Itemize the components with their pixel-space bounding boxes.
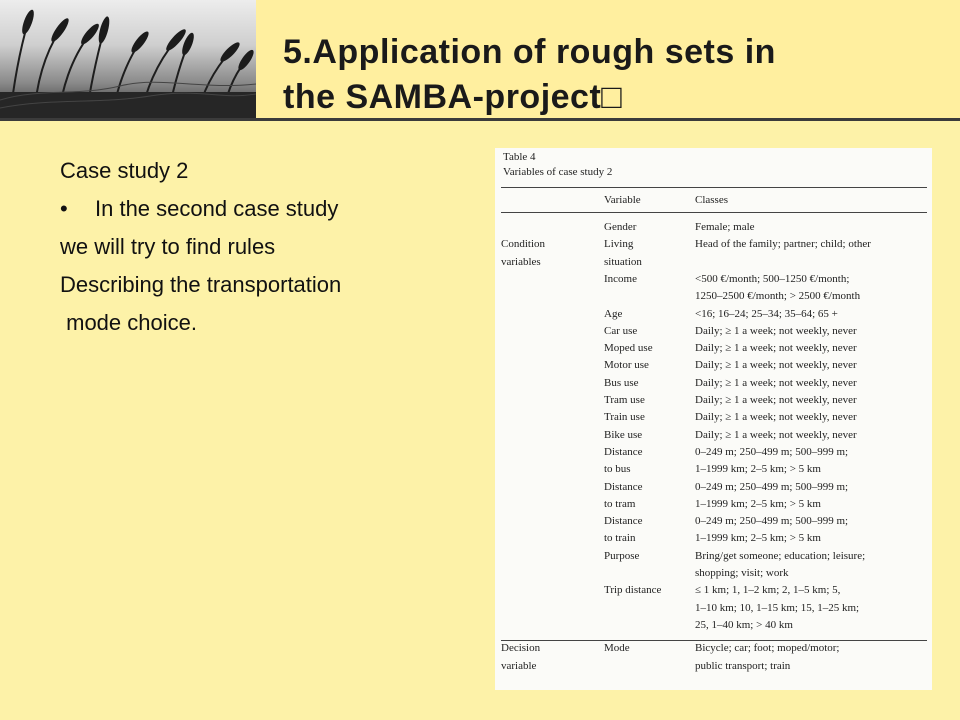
table-cell-classes: Daily; ≥ 1 a week; not weekly, never	[695, 359, 857, 372]
table-group-label: Decision	[501, 642, 541, 655]
table-cell-variable: Car use	[604, 324, 638, 337]
table-cell-variable: Distance	[604, 445, 643, 458]
header-band	[0, 0, 960, 121]
table-cell-classes: 1–1999 km; 2–5 km; > 5 km	[695, 463, 821, 476]
table-cell-variable: Distance	[604, 480, 643, 493]
table-cell-classes: Daily; ≥ 1 a week; not weekly, never	[695, 376, 857, 389]
table-cell-variable: situation	[604, 255, 642, 268]
table-cell-classes: Bring/get someone; education; leisure;	[695, 549, 866, 562]
table-top-rule	[501, 187, 927, 188]
table-cell-classes: 25, 1–40 km; > 40 km	[695, 618, 793, 631]
table-cell-variable: Bus use	[604, 376, 639, 389]
table-cell-variable: Mode	[604, 642, 630, 655]
table-number: Table 4	[503, 151, 536, 163]
table-cell-classes: <500 €/month; 500–1250 €/month;	[695, 272, 850, 285]
table-cell-classes: 1–1999 km; 2–5 km; > 5 km	[695, 532, 821, 545]
table-cell-classes: Daily; ≥ 1 a week; not weekly, never	[695, 394, 857, 406]
body-line-4: Describing the transportation	[60, 272, 342, 297]
table-cell-variable: Moped use	[604, 342, 653, 355]
table-cell-variable: to tram	[604, 497, 636, 510]
table-cell-variable: Bike use	[604, 428, 643, 441]
title-line-1: 5.Application of rough sets in	[283, 33, 776, 71]
table-cell-variable: Distance	[604, 515, 643, 528]
table-cell-variable: Income	[604, 272, 637, 285]
table-header-rule	[501, 212, 927, 213]
table-group-label: variable	[501, 659, 537, 672]
table-cell-classes: 1250–2500 €/month; > 2500 €/month	[695, 290, 861, 303]
table-cell-classes: 0–249 m; 250–499 m; 500–999 m;	[695, 480, 849, 493]
table-cell-variable: to train	[604, 532, 636, 545]
table-cell-variable: Age	[604, 307, 623, 320]
table-cell-classes: Daily; ≥ 1 a week; not weekly, never	[695, 428, 857, 441]
table-cell-variable: Tram use	[604, 394, 645, 406]
table-cell-variable: Gender	[604, 221, 637, 233]
table-cell-variable: Living	[604, 238, 634, 251]
table-cell-classes: Head of the family; partner; child; other	[695, 238, 871, 251]
table-caption	[503, 150, 612, 180]
table-cell-classes: public transport; train	[695, 659, 791, 672]
case-study-heading: Case study 2	[60, 158, 189, 183]
header-classes: Classes	[695, 194, 728, 206]
table-cell-classes: <16; 16–24; 25–34; 35–64; 65 +	[695, 307, 838, 320]
table-cell-variable: to bus	[604, 463, 631, 476]
table-group-label: Condition	[501, 238, 546, 251]
table-cell-variable: Train use	[604, 411, 645, 424]
table-cell-classes: ≤ 1 km; 1, 1–2 km; 2, 1–5 km; 5,	[695, 584, 841, 597]
table-cell-classes: shopping; visit; work	[695, 567, 789, 579]
bullet-text: In the second case study	[95, 196, 339, 221]
table-caption-text: Variables of case study 2	[503, 166, 613, 178]
body-line-3: we will try to find rules	[60, 234, 276, 259]
table-cell-classes: Daily; ≥ 1 a week; not weekly, never	[695, 342, 857, 355]
table-cell-classes: Daily; ≥ 1 a week; not weekly, never	[695, 324, 857, 337]
table-cell-classes: 1–10 km; 10, 1–15 km; 15, 1–25 km;	[695, 601, 860, 614]
body-line-5: mode choice.	[60, 310, 197, 335]
header-variable: Variable	[604, 194, 641, 206]
table-cell-variable: Purpose	[604, 549, 640, 562]
slide-title	[283, 30, 923, 120]
bullet-item	[60, 190, 480, 228]
table-cell-classes: 1–1999 km; 2–5 km; > 5 km	[695, 497, 821, 510]
table-cell-variable: Motor use	[604, 359, 649, 372]
table-cell-classes: Female; male	[695, 221, 755, 233]
title-line-2: the SAMBA-project□	[283, 78, 623, 116]
table-cell-variable: Trip distance	[604, 584, 662, 597]
table-cell-classes: Bicycle; car; foot; moped/motor;	[695, 642, 840, 655]
table-cell-classes: 0–249 m; 250–499 m; 500–999 m;	[695, 515, 849, 528]
table-cell-classes: 0–249 m; 250–499 m; 500–999 m;	[695, 445, 849, 458]
bullet-icon: •	[60, 196, 68, 221]
table-group-label: variables	[501, 255, 541, 268]
wheat-icon	[0, 0, 256, 118]
body-text	[60, 152, 480, 342]
variables-table	[495, 148, 932, 690]
table-cell-classes: Daily; ≥ 1 a week; not weekly, never	[695, 411, 857, 424]
wheat-field-photo	[0, 0, 256, 118]
